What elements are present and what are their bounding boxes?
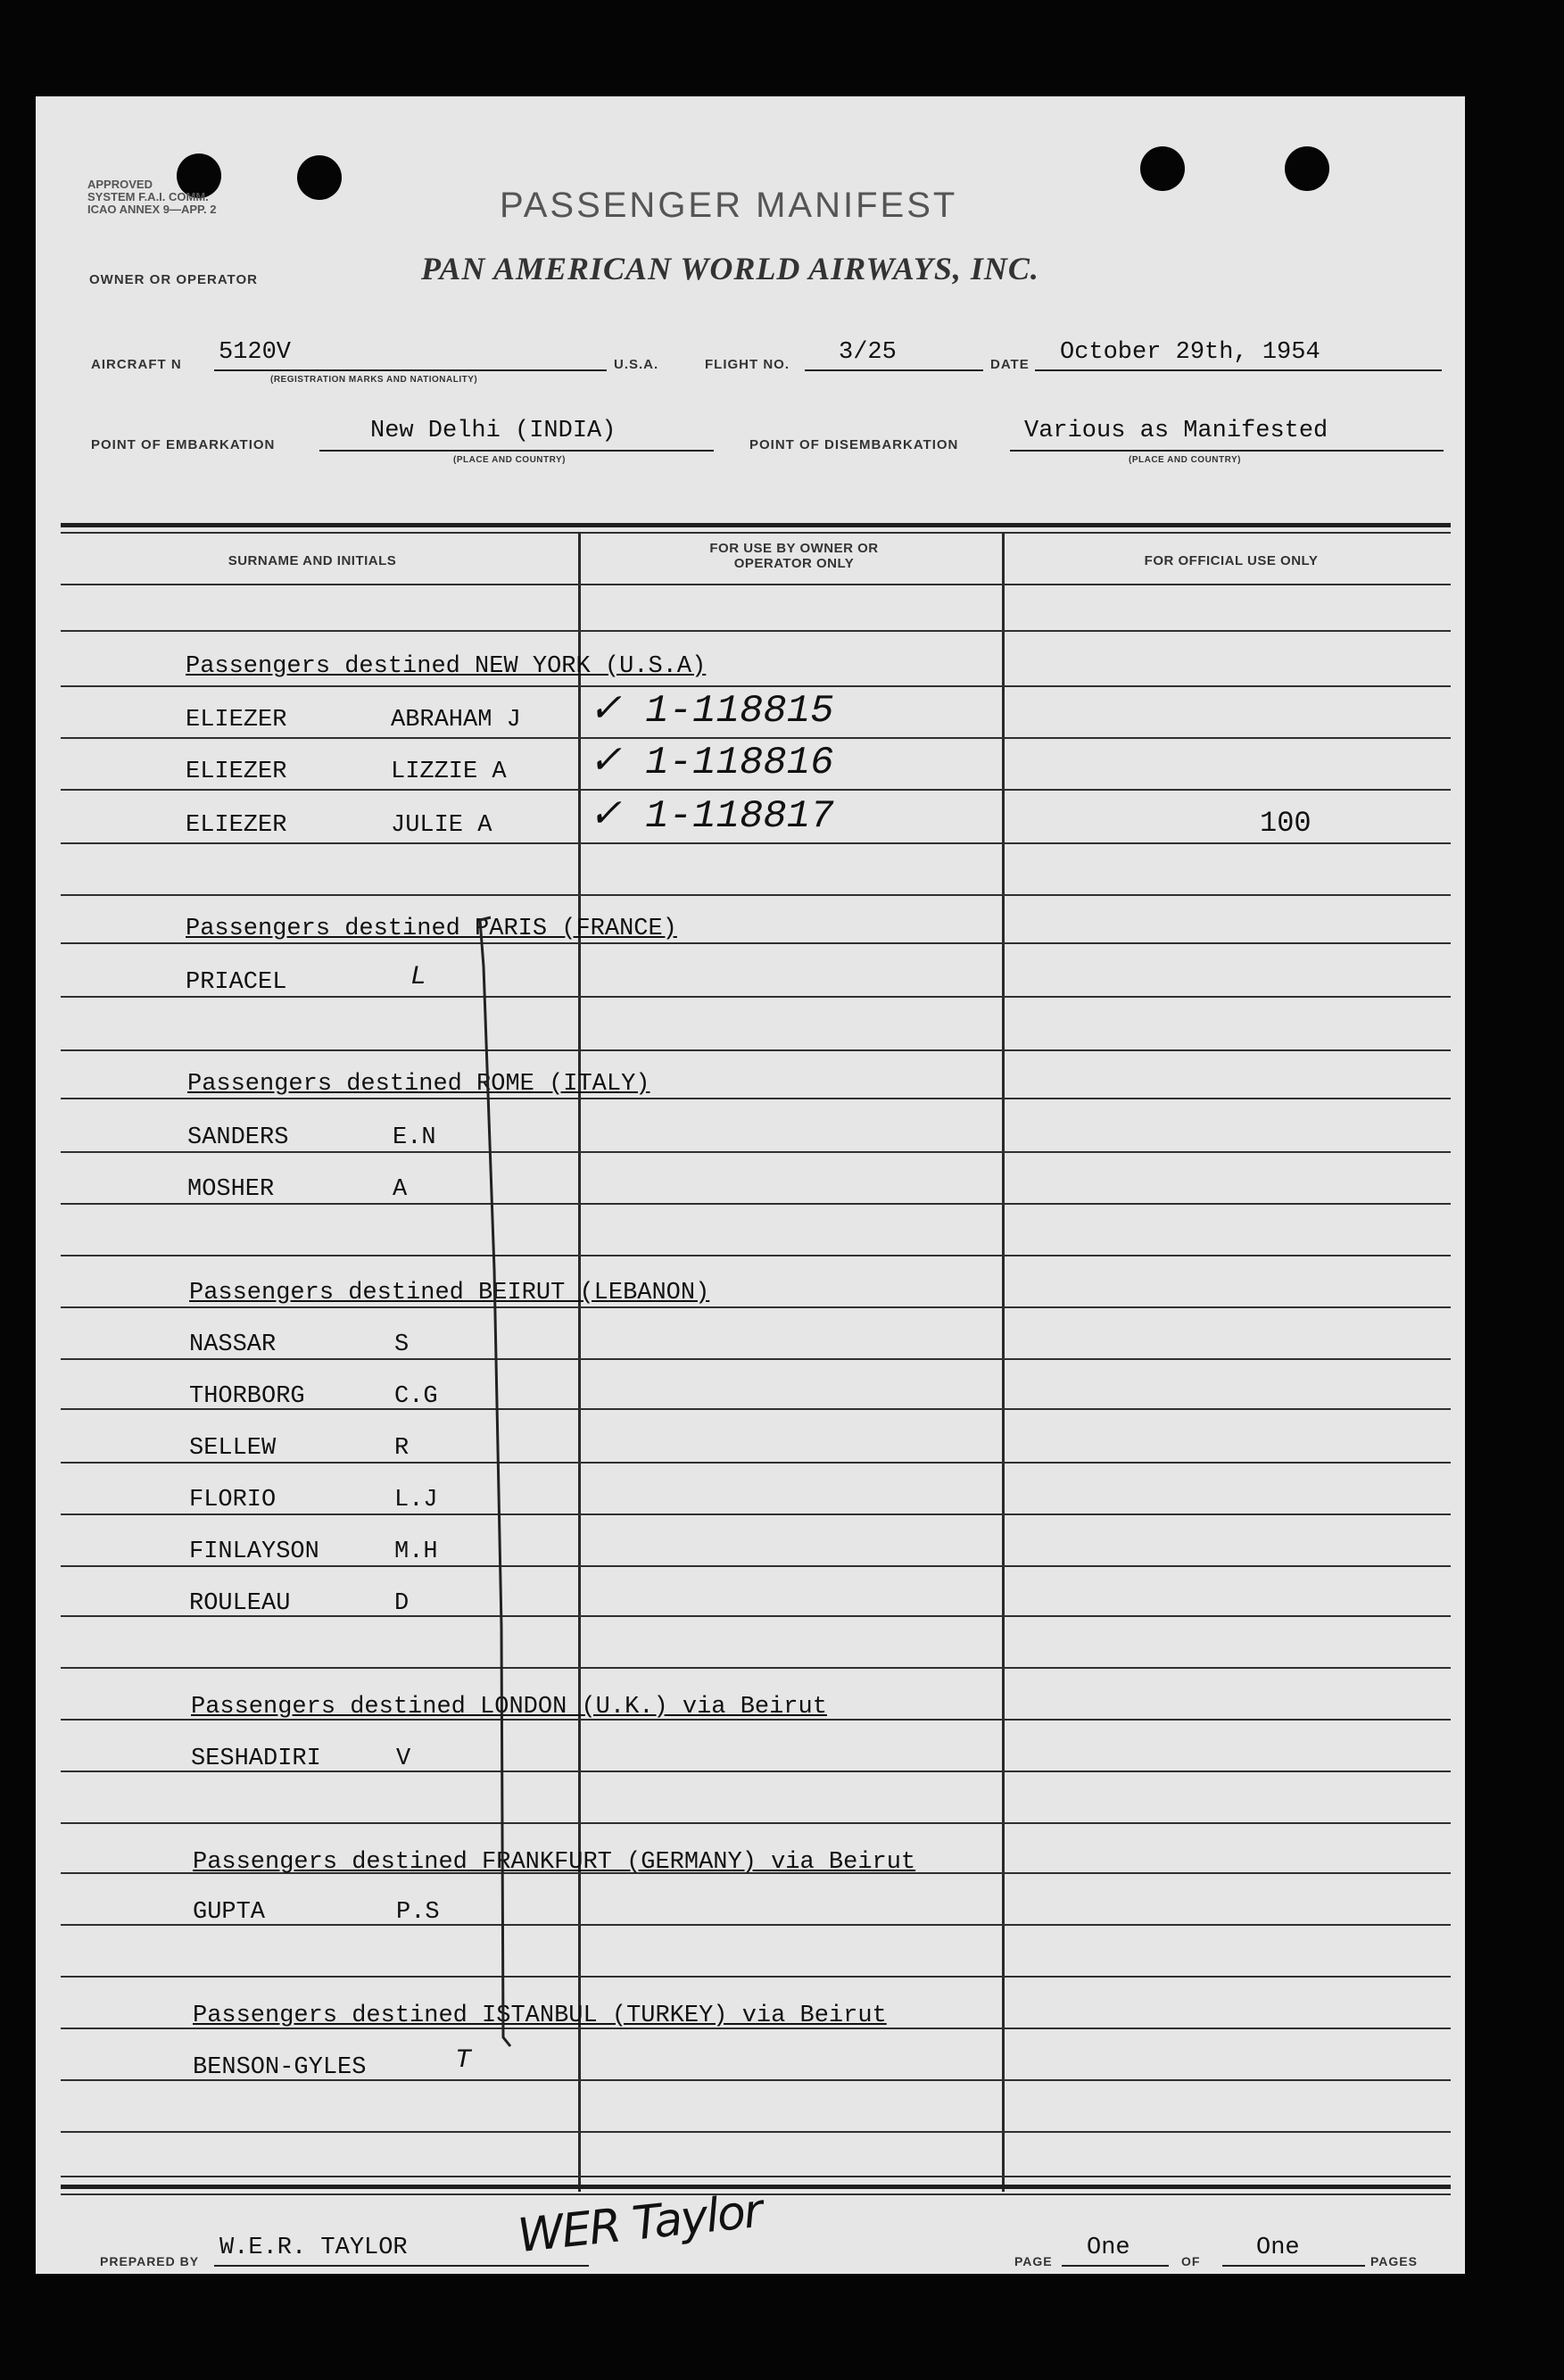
passenger-surname: GUPTA	[193, 1899, 266, 1926]
date-value: October 29th, 1954	[1060, 339, 1320, 366]
passenger-surname: BENSON-GYLES	[193, 2054, 367, 2081]
of-value: One	[1256, 2235, 1300, 2261]
passenger-initials: L	[410, 962, 427, 992]
passenger-initials: D	[394, 1590, 410, 1617]
passenger-surname: SELLEW	[189, 1435, 277, 1462]
passenger-initials: C.G	[394, 1383, 438, 1410]
col-header-owner	[589, 541, 999, 571]
bracket-mark	[464, 913, 535, 2064]
group-heading: Passengers destined ISTANBUL (TURKEY) via Beirut	[193, 2003, 887, 2029]
page-value: One	[1087, 2235, 1130, 2261]
group-heading: Passengers destined BEIRUT (LEBANON)	[189, 1280, 710, 1306]
approval-line: SYSTEM F.A.I. COMM.	[87, 190, 209, 203]
country-label: U.S.A.	[614, 357, 659, 372]
owner-note: ✓ 1-118817	[589, 794, 834, 839]
group-heading: Passengers destined NEW YORK (U.S.A)	[186, 653, 707, 680]
passenger-surname: FLORIO	[189, 1487, 277, 1513]
passenger-surname: ROULEAU	[189, 1590, 291, 1617]
disembark-label: POINT OF DISEMBARKATION	[749, 437, 959, 452]
passenger-initials: S	[394, 1331, 410, 1358]
passenger-surname: ELIEZER	[186, 759, 287, 785]
group-heading: Passengers destined ROME (ITALY)	[187, 1071, 650, 1098]
column-divider	[578, 532, 581, 2192]
approval-line: ICAO ANNEX 9—APP. 2	[87, 203, 217, 216]
embark-sublabel: (PLACE AND COUNTRY)	[453, 455, 566, 465]
disembark-value: Various as Manifested	[1024, 418, 1328, 444]
aircraft-value: 5120V	[219, 339, 292, 366]
passenger-initials: T	[455, 2045, 472, 2076]
passenger-initials: A	[393, 1176, 408, 1203]
aircraft-sublabel: (REGISTRATION MARKS AND NATIONALITY)	[270, 375, 478, 385]
official-use-value: 100	[1260, 807, 1312, 840]
owner-note: ✓ 1-118816	[589, 741, 834, 785]
form-title: PASSENGER MANIFEST	[500, 186, 958, 225]
punch-hole	[297, 155, 342, 200]
passenger-initials: V	[396, 1746, 411, 1772]
passenger-initials: R	[394, 1435, 410, 1462]
col-header-official: FOR OFFICIAL USE ONLY	[1144, 553, 1319, 568]
passenger-surname: ELIEZER	[186, 812, 287, 839]
passenger-initials: L.J	[394, 1487, 438, 1513]
group-heading: Passengers destined LONDON (U.K.) via Beirut	[191, 1694, 827, 1721]
passenger-surname: SESHADIRI	[191, 1746, 321, 1772]
owner-value: PAN AMERICAN WORLD AIRWAYS, INC.	[421, 251, 1039, 286]
disembark-sublabel: (PLACE AND COUNTRY)	[1129, 455, 1241, 465]
flight-value: 3/25	[839, 339, 897, 366]
group-heading: Passengers destined FRANKFURT (GERMANY) via Beirut	[193, 1849, 916, 1876]
passenger-initials: LIZZIE A	[391, 759, 507, 785]
approval-block	[87, 178, 217, 216]
col-header-name: SURNAME AND INITIALS	[228, 553, 397, 568]
punch-hole	[1285, 146, 1329, 191]
date-label: DATE	[990, 357, 1030, 372]
owner-note: ✓ 1-118815	[589, 689, 834, 734]
prepared-label: PREPARED BY	[100, 2254, 200, 2268]
column-divider	[1002, 532, 1005, 2192]
passenger-surname: MOSHER	[187, 1176, 275, 1203]
passenger-surname: SANDERS	[187, 1124, 289, 1151]
signature: WER Taylor	[515, 2184, 764, 2264]
group-heading: Passengers destined PARIS (FRANCE)	[186, 916, 677, 942]
passenger-initials: ABRAHAM J	[391, 707, 521, 734]
of-label: OF	[1181, 2254, 1201, 2268]
passenger-surname: ELIEZER	[186, 707, 287, 734]
passenger-initials: JULIE A	[391, 812, 492, 839]
passenger-surname: PRIACEL	[186, 969, 287, 996]
owner-label: OWNER OR OPERATOR	[89, 272, 258, 287]
pages-label: PAGES	[1370, 2254, 1418, 2268]
page-label: PAGE	[1014, 2254, 1053, 2268]
col-header-owner-text: FOR USE BY OWNER OR OPERATOR ONLY	[709, 541, 879, 571]
embark-label: POINT OF EMBARKATION	[91, 437, 276, 452]
approval-line: APPROVED	[87, 178, 153, 191]
passenger-surname: THORBORG	[189, 1383, 305, 1410]
prepared-value: W.E.R. TAYLOR	[219, 2235, 408, 2261]
embark-value: New Delhi (INDIA)	[370, 418, 616, 444]
flight-label: FLIGHT NO.	[705, 357, 790, 372]
aircraft-label: AIRCRAFT N	[91, 357, 182, 372]
passenger-initials: E.N	[393, 1124, 436, 1151]
punch-hole	[1140, 146, 1185, 191]
passenger-initials: P.S	[396, 1899, 440, 1926]
passenger-surname: FINLAYSON	[189, 1538, 319, 1565]
manifest-sheet	[36, 96, 1465, 2274]
passenger-initials: M.H	[394, 1538, 438, 1565]
passenger-surname: NASSAR	[189, 1331, 277, 1358]
